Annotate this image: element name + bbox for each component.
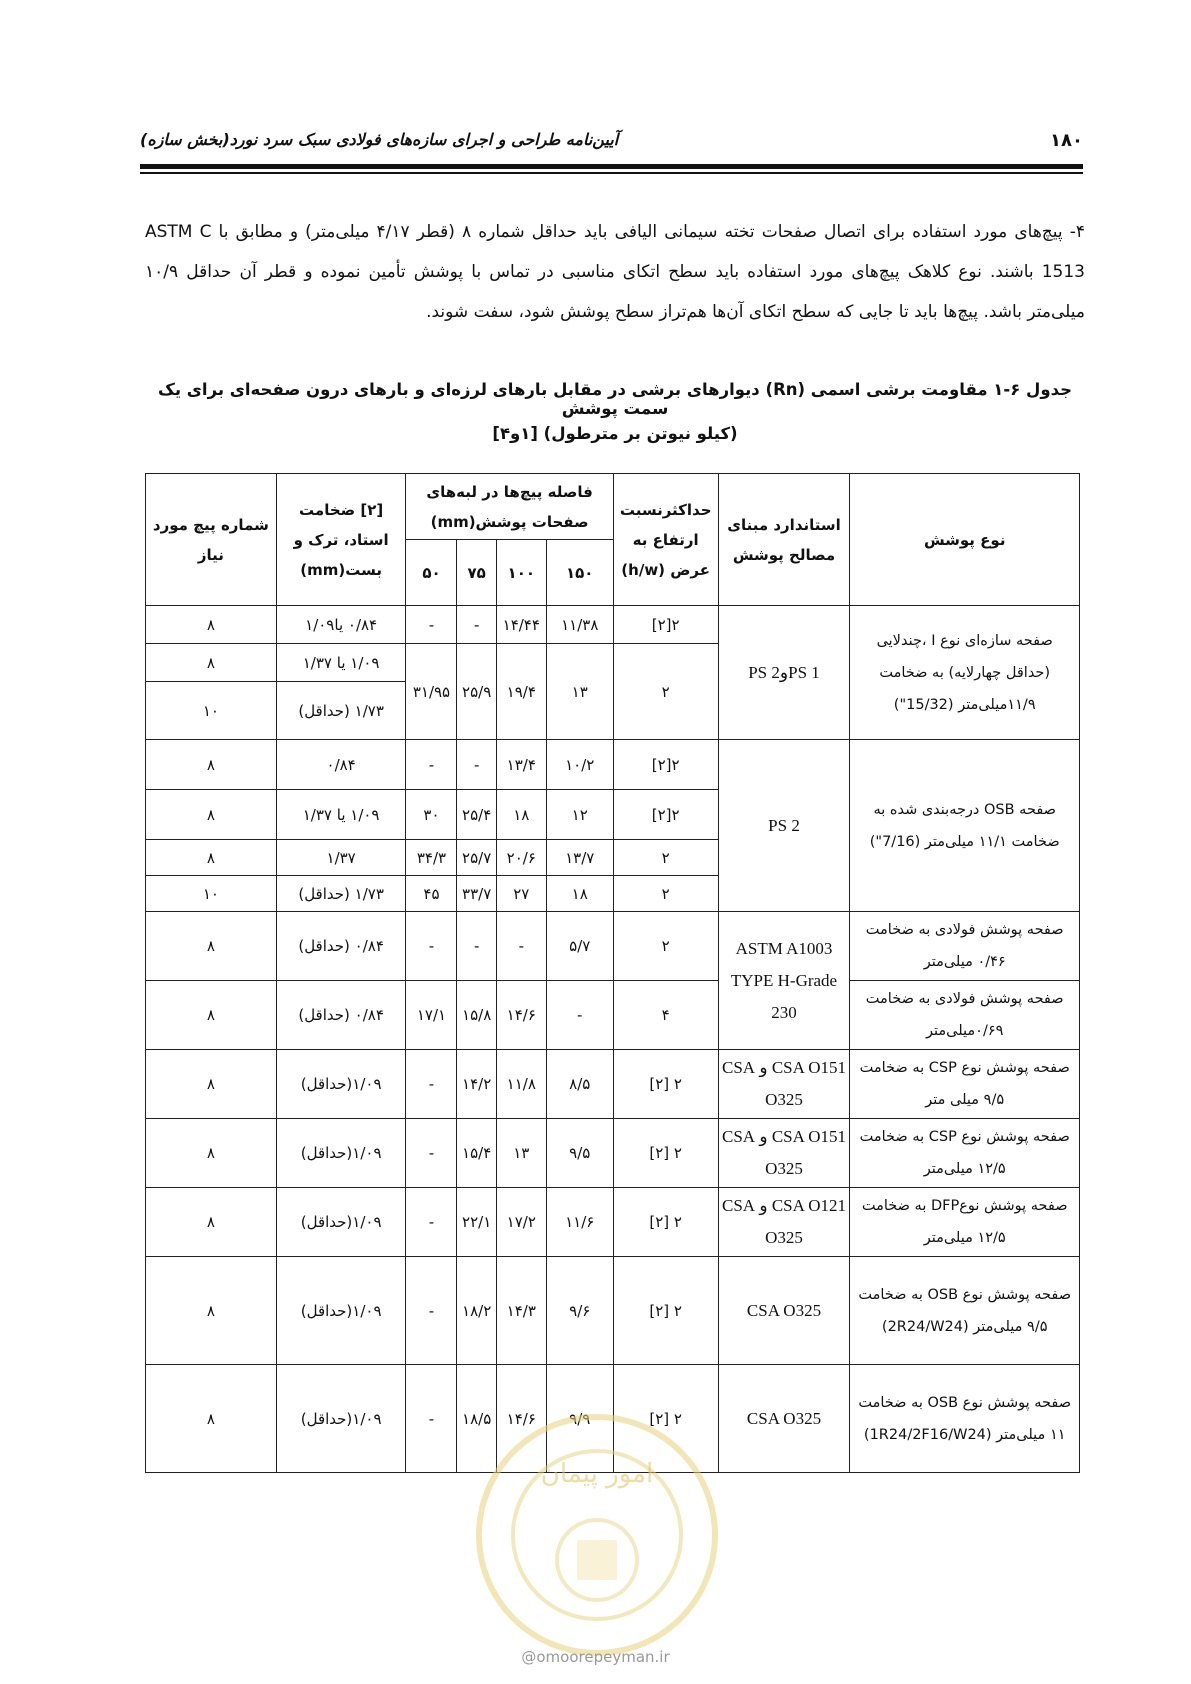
ratio-cell: ۲ xyxy=(613,876,718,912)
ratio-cell: ۲ xyxy=(613,912,718,981)
spacing-75-cell: - xyxy=(457,740,496,790)
screw-cell: ۸ xyxy=(146,912,277,981)
table-row xyxy=(146,1119,1080,1188)
spacing-75-cell: ۲۲/۱ xyxy=(457,1188,496,1257)
thickness-cell: ۰/۸۴ xyxy=(276,740,406,790)
table-row xyxy=(146,740,1080,790)
standard-cell: PS 2 xyxy=(718,740,850,912)
spacing-150-cell: ۸/۵ xyxy=(546,1050,613,1119)
header-cover-type: نوع پوشش xyxy=(850,474,1080,606)
header-screw-number: شماره پیچ مورد نیاز xyxy=(146,474,277,606)
thickness-cell: ۱/۰۹(حداقل) xyxy=(276,1050,406,1119)
cover-cell: صفحه پوشش نوعDFP به ضخامت ۱۲/۵ میلی‌متر xyxy=(850,1188,1080,1257)
screw-cell: ۸ xyxy=(146,1365,277,1473)
thickness-cell: ۱/۰۹(حداقل) xyxy=(276,1257,406,1365)
screw-cell: ۸ xyxy=(146,1050,277,1119)
header-spacing-150: ۱۵۰ xyxy=(546,540,613,606)
screw-cell: ۱۰ xyxy=(146,876,277,912)
thickness-cell: ۱/۳۷ xyxy=(276,840,406,876)
ratio-cell: ۲ xyxy=(613,644,718,740)
spacing-150-cell: ۵/۷ xyxy=(546,912,613,981)
spacing-150-cell: ۱۸ xyxy=(546,876,613,912)
spacing-75-cell: ۱۵/۸ xyxy=(457,981,496,1050)
table-row xyxy=(146,912,1080,981)
standard-cell: CSA O325 xyxy=(718,1365,850,1473)
thickness-cell: ۱/۰۹(حداقل) xyxy=(276,1119,406,1188)
spacing-75-cell: ۲۵/۴ xyxy=(457,790,496,840)
spacing-75-cell: ۲۵/۷ xyxy=(457,840,496,876)
spacing-100-cell: - xyxy=(496,912,546,981)
thickness-cell: ۱/۰۹(حداقل) xyxy=(276,1188,406,1257)
standard-cell: CSA O325 xyxy=(718,1257,850,1365)
ratio-cell: ۲ [۲] xyxy=(613,1257,718,1365)
spacing-100-cell: ۲۷ xyxy=(496,876,546,912)
header-stud-thickness: [۲] ضخامت استاد، ترک و بست(mm) xyxy=(276,474,406,606)
screw-cell: ۸ xyxy=(146,790,277,840)
spacing-75-cell: - xyxy=(457,606,496,644)
spacing-150-cell: ۱۲ xyxy=(546,790,613,840)
thickness-cell: ۰/۸۴ (حداقل) xyxy=(276,981,406,1050)
standard-cell: CSA O151 و CSA O325 xyxy=(718,1119,850,1188)
spacing-100-cell: ۱۴/۴۴ xyxy=(496,606,546,644)
screw-cell: ۸ xyxy=(146,1119,277,1188)
ratio-cell: ۲ [۲] xyxy=(613,1188,718,1257)
thickness-cell: ۰/۸۴ یا۱/۰۹ xyxy=(276,606,406,644)
spacing-50-cell: ۳۴/۳ xyxy=(406,840,457,876)
standard-cell: PS 1وPS 2 xyxy=(718,606,850,740)
page-header xyxy=(140,128,1083,156)
spacing-150-cell: ۱۳/۷ xyxy=(546,840,613,876)
ratio-cell: ۲ [۲] xyxy=(613,1050,718,1119)
spacing-50-cell: - xyxy=(406,606,457,644)
footer-site: @omoorepeyman.ir xyxy=(521,1648,670,1666)
header-spacing-75: ۷۵ xyxy=(457,540,496,606)
running-title: آیین‌نامه طراحی و اجرای سازه‌های فولادی سبک سرد نورد(بخش سازه) xyxy=(140,130,619,149)
spacing-50-cell: - xyxy=(406,912,457,981)
screw-cell: ۸ xyxy=(146,981,277,1050)
table-row xyxy=(146,1050,1080,1119)
table-caption-units: (کیلو نیوتن بر مترطول) [۱و۴] xyxy=(492,424,738,443)
spacing-100-cell: ۱۴/۶ xyxy=(496,981,546,1050)
header-spacing-50: ۵۰ xyxy=(406,540,457,606)
spacing-50-cell: - xyxy=(406,1257,457,1365)
spacing-150-cell: ۹/۹ xyxy=(546,1365,613,1473)
thickness-cell: ۱/۷۳ (حداقل) xyxy=(276,876,406,912)
screw-cell: ۸ xyxy=(146,740,277,790)
spacing-50-cell: ۳۰ xyxy=(406,790,457,840)
standard-cell: CSA O151 و CSA O325 xyxy=(718,1050,850,1119)
spacing-150-cell: ۱۳ xyxy=(546,644,613,740)
cover-cell: صفحه پوشش فولادی به ضخامت ۰/۶۹میلی‌متر xyxy=(850,981,1080,1050)
ratio-cell: ۲[۲] xyxy=(613,606,718,644)
screw-cell: ۸ xyxy=(146,644,277,682)
screw-cell: ۱۰ xyxy=(146,682,277,740)
spacing-50-cell: - xyxy=(406,1119,457,1188)
spacing-50-cell: - xyxy=(406,1188,457,1257)
header-rule-thin xyxy=(140,172,1083,174)
cover-cell: صفحه پوشش نوع OSB به ضخامت ۱۱ میلی‌متر (1R24/2F16/W24) xyxy=(850,1365,1080,1473)
ratio-cell: ۲ [۲] xyxy=(613,1365,718,1473)
spacing-75-cell: ۱۵/۴ xyxy=(457,1119,496,1188)
screw-cell: ۸ xyxy=(146,840,277,876)
table-row xyxy=(146,606,1080,644)
spacing-100-cell: ۱۳ xyxy=(496,1119,546,1188)
table-row xyxy=(146,981,1080,1050)
ratio-cell: ۲[۲] xyxy=(613,740,718,790)
page-number: ۱۸۰ xyxy=(1050,130,1083,151)
thickness-cell: ۱/۷۳ (حداقل) xyxy=(276,682,406,740)
header-spacing: فاصله پیچ‌ها در لبه‌های صفحات پوشش(mm) xyxy=(406,474,613,540)
header-rule-thick xyxy=(140,164,1083,169)
cover-cell: صفحه پوشش نوع CSP به ضخامت ۱۲/۵ میلی‌متر xyxy=(850,1119,1080,1188)
table-row xyxy=(146,1257,1080,1365)
spacing-75-cell: - xyxy=(457,912,496,981)
spacing-100-cell: ۱۳/۴ xyxy=(496,740,546,790)
spacing-75-cell: ۲۵/۹ xyxy=(457,644,496,740)
spacing-150-cell: ۹/۶ xyxy=(546,1257,613,1365)
thickness-cell: ۱/۰۹(حداقل) xyxy=(276,1365,406,1473)
cover-cell: صفحه پوشش فولادی به ضخامت ۰/۴۶ میلی‌متر xyxy=(850,912,1080,981)
spacing-100-cell: ۱۷/۲ xyxy=(496,1188,546,1257)
table-caption: جدول ۶-۱ مقاومت برشی اسمی (Rn) دیوارهای برشی در مقابل بارهای لرزه‌ای و بارهای درون صفحه‌ای برای یک سمت پوشش xyxy=(157,380,1073,418)
table-row xyxy=(146,1365,1080,1473)
cover-cell: صفحه پوشش نوع CSP به ضخامت ۹/۵ میلی متر xyxy=(850,1050,1080,1119)
spacing-100-cell: ۱۴/۳ xyxy=(496,1257,546,1365)
ratio-cell: ۴ xyxy=(613,981,718,1050)
ratio-cell: ۲ xyxy=(613,840,718,876)
thickness-cell: ۱/۰۹ یا ۱/۳۷ xyxy=(276,790,406,840)
ratio-cell: ۲ [۲] xyxy=(613,1119,718,1188)
body-paragraph: ۴- پیچ‌های مورد استفاده برای اتصال صفحات تخته سیمانی الیافی باید حداقل شماره ۸ (قطر ۴/۱۷ میلی‌متر) و مطابق با ASTM C 1513 باشند. نوع کلاهک پیچ‌های مورد استفاده باید سطح اتکای مناسبی در تماس با پوشش تأمین نموده و قطر آن حداقل ۱۰/۹ میلی‌متر باشد. پیچ‌ها باید تا جایی که سطح اتکای آن‌ها هم‌تراز سطح پوشش شود، سفت شوند. xyxy=(145,222,1085,322)
header-spacing-100: ۱۰۰ xyxy=(496,540,546,606)
thickness-cell: ۰/۸۴ (حداقل) xyxy=(276,912,406,981)
screw-cell: ۸ xyxy=(146,1257,277,1365)
spacing-50-cell: - xyxy=(406,1365,457,1473)
screw-cell: ۸ xyxy=(146,606,277,644)
spacing-150-cell: ۹/۵ xyxy=(546,1119,613,1188)
spacing-100-cell: ۱۹/۴ xyxy=(496,644,546,740)
standard-cell: CSA O121 و CSA O325 xyxy=(718,1188,850,1257)
standard-cell: ASTM A1003 TYPE H-Grade 230 xyxy=(718,912,850,1050)
spacing-150-cell: ۱۱/۳۸ xyxy=(546,606,613,644)
spacing-75-cell: ۱۴/۲ xyxy=(457,1050,496,1119)
spacing-75-cell: ۱۸/۵ xyxy=(457,1365,496,1473)
spacing-100-cell: ۱۸ xyxy=(496,790,546,840)
shear-resistance-table xyxy=(145,473,1080,1473)
spacing-50-cell: ۴۵ xyxy=(406,876,457,912)
thickness-cell: ۱/۰۹ یا ۱/۳۷ xyxy=(276,644,406,682)
ratio-cell: ۲[۲] xyxy=(613,790,718,840)
spacing-100-cell: ۱۱/۸ xyxy=(496,1050,546,1119)
spacing-50-cell: - xyxy=(406,740,457,790)
table-row xyxy=(146,1188,1080,1257)
cover-cell: صفحه OSB درجه‌بندی شده به ضخامت ۱۱/۱ میلی‌متر (7/16") xyxy=(850,740,1080,912)
spacing-100-cell: ۲۰/۶ xyxy=(496,840,546,876)
watermark-text: امور پیمان xyxy=(540,1459,654,1489)
spacing-75-cell: ۱۸/۲ xyxy=(457,1257,496,1365)
cover-cell: صفحه سازه‌ای نوع I ،چندلایی (حداقل چهارلایه) به ضخامت ۱۱/۹میلی‌متر (15/32") xyxy=(850,606,1080,740)
spacing-50-cell: - xyxy=(406,1050,457,1119)
header-standard: استاندارد مبنای مصالح پوشش xyxy=(718,474,850,606)
spacing-150-cell: ۱۰/۲ xyxy=(546,740,613,790)
cover-cell: صفحه پوشش نوع OSB به ضخامت ۹/۵ میلی‌متر (2R24/W24) xyxy=(850,1257,1080,1365)
spacing-150-cell: ۱۱/۶ xyxy=(546,1188,613,1257)
screw-cell: ۸ xyxy=(146,1188,277,1257)
spacing-75-cell: ۳۳/۷ xyxy=(457,876,496,912)
spacing-100-cell: ۱۴/۶ xyxy=(496,1365,546,1473)
spacing-50-cell: ۱۷/۱ xyxy=(406,981,457,1050)
spacing-150-cell: - xyxy=(546,981,613,1050)
header-max-ratio: حداکثرنسبت ارتفاع به عرض (h/w) xyxy=(613,474,718,606)
spacing-50-cell: ۳۱/۹۵ xyxy=(406,644,457,740)
